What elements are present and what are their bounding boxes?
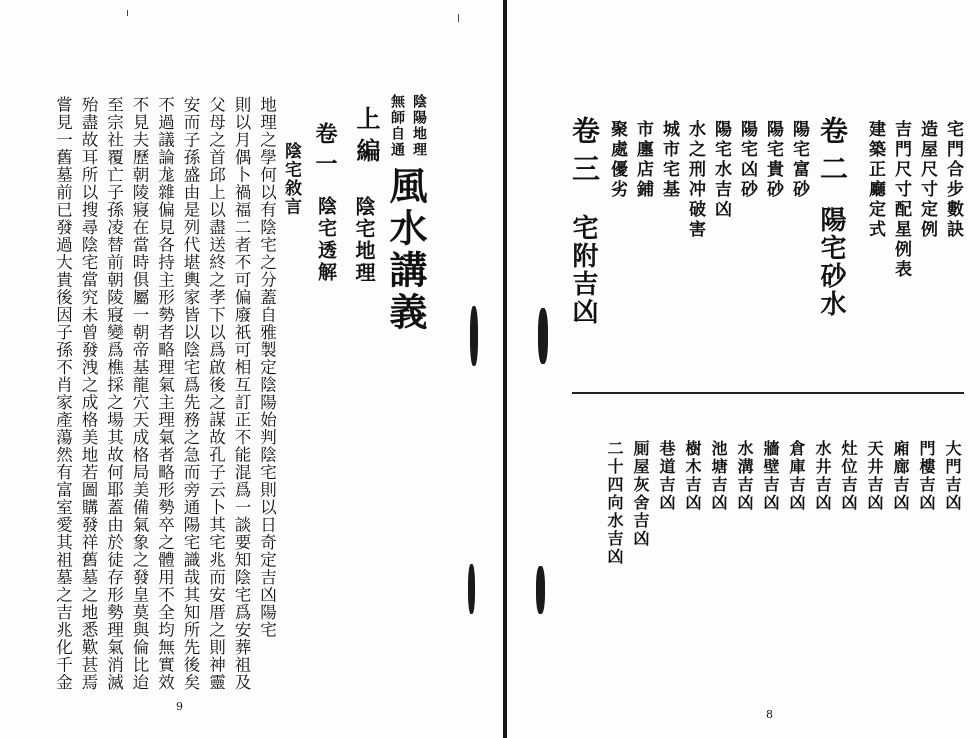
page-number-left: 9 — [176, 700, 183, 713]
text-column: 造屋尺寸定例 — [917, 120, 937, 240]
chapter2-label: 卷二 — [816, 116, 849, 192]
text-column: 嘗見一舊墓前已發過大貴後因子孫不肖家產蕩然有富室愛其祖墓之吉兆化千金 — [53, 96, 73, 691]
text-column: 至宗社覆亡子孫凌替前朝陵寢變爲樵採之場其故何耶蓋由於徒存形勢理氣消滅 — [104, 96, 124, 691]
text-column: 安而子孫盛由是列代堪輿家皆以陰宅爲先務之急而旁通陽宅識哉其知所先後矣 — [181, 96, 200, 691]
text-column: 巷道吉凶 — [657, 440, 676, 512]
part-name: 陰宅地理 — [352, 196, 376, 284]
binding-mark — [470, 306, 478, 366]
text-column: 厠屋灰舍吉凶 — [631, 440, 650, 548]
text-column: 殆盡故耳所以搜尋陰宅當究未曾發洩之成格美地若圖購發祥舊墓之地悉歎甚焉 — [79, 96, 98, 691]
text-column: 建築正廳定式 — [865, 120, 885, 240]
text-column: 聚處優劣 — [607, 120, 627, 200]
text-column: 地理之學何以有陰宅之分蓋自雅製定陰陽始判陰宅則以日奇定吉凶陽宅 — [257, 96, 277, 639]
text-column: 陽宅凶砂 — [737, 120, 757, 200]
chapter3-label: 卷三 — [568, 116, 601, 192]
text-column: 不過議論尨雜偏見各持主形勢者略理氣主理氣者略形勢卒之體用不全均無實效 — [155, 96, 175, 691]
chapter-label: 卷一 — [312, 122, 338, 182]
page-number-right: 8 — [766, 708, 773, 721]
page-fold — [503, 0, 507, 738]
text-column: 不見夫歷朝陵寢在當時俱屬一朝帝基龍穴天成格局美備氣象之發皇莫與倫比迨 — [130, 96, 149, 691]
text-column: 池塘吉凶 — [709, 440, 728, 512]
text-column: 廂廊吉凶 — [891, 440, 910, 512]
binding-mark — [468, 564, 475, 614]
text-column: 二十四向水吉凶 — [605, 440, 624, 566]
book-title: 風水講義 — [383, 166, 428, 334]
text-column: 父母之首邱上以盡送終之孝下以爲啟後之謀故孔子云卜其宅兆而安厝之則神靈 — [206, 96, 226, 691]
text-column: 陽宅貴砂 — [763, 120, 783, 200]
text-column: 樹木吉凶 — [683, 440, 702, 512]
chapter3-title: 宅附吉凶 — [568, 214, 598, 326]
margin-mark — [458, 14, 459, 22]
text-column: 水井吉凶 — [813, 440, 832, 512]
text-column: 陽宅水吉凶 — [711, 120, 731, 220]
text-column: 牆壁吉凶 — [761, 440, 780, 512]
header-subtitle-line2: 無師自通 — [389, 94, 405, 158]
text-column: 天井吉凶 — [865, 440, 884, 512]
text-column: 陽宅富砂 — [789, 120, 809, 200]
text-column: 宅門合步數訣 — [943, 120, 963, 240]
margin-mark — [127, 10, 128, 16]
text-column: 灶位吉凶 — [839, 440, 858, 512]
binding-mark — [536, 566, 545, 614]
text-column: 水溝吉凶 — [735, 440, 754, 512]
text-column: 則以月偶卜禍福二者不可偏廢祇可相互訂正不能混爲一談要知陰宅爲安葬祖及 — [232, 96, 251, 691]
chapter2-title: 陽宅砂水 — [816, 206, 846, 318]
right-page — [508, 0, 980, 738]
text-column: 吉門尺寸配星例表 — [891, 120, 911, 280]
text-column: 倉庫吉凶 — [787, 440, 806, 512]
text-column: 城市宅基 — [659, 120, 679, 200]
section-title: 陰宅敘言 — [281, 142, 301, 216]
section-divider — [572, 392, 964, 394]
header-subtitle-line1: 陰陽地理 — [411, 94, 427, 158]
text-column: 門樓吉凶 — [917, 440, 936, 512]
text-column: 市廛店鋪 — [633, 120, 653, 200]
text-column: 水之刑冲破害 — [685, 120, 705, 240]
volume-part: 上編 — [352, 106, 381, 170]
chapter-name: 陰宅透解 — [315, 196, 337, 284]
binding-mark — [538, 308, 548, 364]
text-column: 大門吉凶 — [943, 440, 962, 512]
